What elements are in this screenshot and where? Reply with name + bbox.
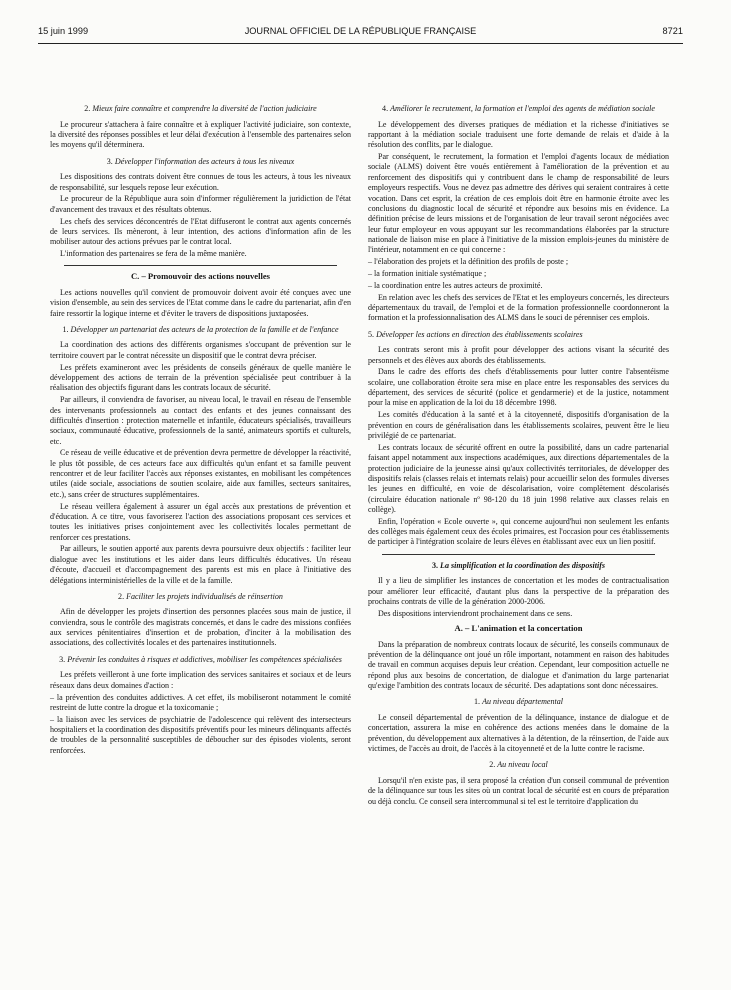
subsection-number: 1. xyxy=(62,324,69,334)
paragraph: Le réseau veillera également à assurer un égal accès aux prestations de prévention et d'éducation. A ce titre, vous favoriserez l'action des associations proposant ces services et toutes les initiatives prises conjointement avec les collectivités locales permettant de renforcer ces prestations. xyxy=(50,501,351,542)
paragraph: Le procureur s'attachera à faire connaître et à expliquer l'activité judiciaire, son contexte, la diversité des réponses possibles et leur délai d'exécution à l'ensemble des partenaires selon les moyens qu'il déterminera. xyxy=(50,119,351,150)
paragraph: Dans le cadre des efforts des chefs d'établissements pour lutter contre l'absentéisme scolaire, une collaboration étroite sera mise en place entre les responsables des services du département, des services de sécurité (police et gendarmerie) et de la justice, notamment pour la mise en application de la loi du 18 décembre 1998. xyxy=(368,367,669,408)
right-column xyxy=(368,98,669,808)
subsection-number: 4. xyxy=(382,104,389,113)
subsection-title: Prévenir les conduites à risques et addictives, mobiliser les compétences spécialisées xyxy=(67,654,342,664)
paragraph: Les préfets examineront avec les présidents de conseils généraux de quelle manière le développement des actions de terrain de la prévention spécialisée peut contribuer à la réalisation des objectifs figurant dans les contrats locaux de sécurité. xyxy=(50,362,351,393)
paragraph: Les contrats seront mis à profit pour développer des actions visant la sécurité des personnels et des élèves aux abords des établissements. xyxy=(368,345,669,365)
subsection-heading xyxy=(50,325,351,335)
list-item: – la formation initiale systématique ; xyxy=(368,268,487,278)
subsection-title: La simplification et la coordination des dispositifs xyxy=(440,560,606,570)
paragraph: L'information des partenaires se fera de la même manière. xyxy=(60,249,247,259)
list-item: – la coordination entre les autres acteurs de proximité. xyxy=(368,280,543,290)
left-column xyxy=(50,98,351,758)
subsection-heading xyxy=(50,104,351,114)
paragraph: Enfin, l'opération « Ecole ouverte », qui concerne aujourd'hui non seulement les enfants des collèges mais également ceux des écoles primaires, est l'occasion pour ces établissements de participer à l'intégration scolaire de leurs élèves en établissant avec eux un lien positif. xyxy=(368,516,669,547)
subsection-heading xyxy=(368,561,669,571)
subsection-title: Améliorer le recrutement, la formation et l'emploi des agents de médiation sociale xyxy=(390,104,655,113)
section-divider xyxy=(64,265,337,266)
paragraph: Les comités d'éducation à la santé et à la citoyenneté, dispositifs d'organisation de la prévention en cours de généralisation dans les établissements scolaires, peuvent être le lieu privilégié de ce partenariat. xyxy=(368,410,669,440)
subsection-number: 2. xyxy=(84,104,91,113)
list-item: – la liaison avec les services de psychiatrie de l'adolescence qui relèvent des intersecteurs hospitaliers et la coordination des dispositifs préventifs pour les mineurs délinquants affectés de troubles de la personnalité susceptibles de déboucher sur des épisodes violents, seront renforcées. xyxy=(50,714,351,755)
header-rule xyxy=(38,43,683,44)
journal-title: JOURNAL OFFICIEL DE LA RÉPUBLIQUE FRANÇAISE xyxy=(244,26,477,36)
section-divider xyxy=(382,554,655,555)
subsection-number: 2. xyxy=(118,591,125,601)
subsection-title: Faciliter les projets individualisés de réinsertion xyxy=(126,591,283,601)
paragraph: Ce réseau de veille éducative et de prévention devra permettre de développer la réactivité, le plus tôt possible, de ces acteurs face aux difficultés qu'un enfant et sa famille peuvent rencontrer et de leur faciliter l'accès aux réponses existantes, en mobilisant les compétences utiles (aide sociale, associations de soutien scolaire, aide aux familles, secteurs sanitaires, etc.), sans créer de structures supplémentaires. xyxy=(50,448,351,499)
subsection-heading xyxy=(368,760,669,770)
issue-date: 15 juin 1999 xyxy=(38,26,89,36)
subsection-heading xyxy=(368,697,669,707)
paragraph: Des dispositions interviendront prochainement dans ce sens. xyxy=(378,608,573,618)
subsection-title: Développer les actions en direction des établissements scolaires xyxy=(376,329,583,339)
paragraph: Lorsqu'il n'en existe pas, il sera proposé la création d'un conseil communal de prévention de la délinquance sur tous les sites où un contrat local de sécurité est en cours de préparation ou déjà conclu. Ce conseil sera intercommunal si tel est le territoire d'application du xyxy=(368,775,669,806)
subsection-title: Au niveau local xyxy=(497,760,548,770)
section-heading: C. – Promouvoir des actions nouvelles xyxy=(130,271,271,282)
paragraph: Il y a lieu de simplifier les instances de concertation et les modes de contractualisation pour améliorer leur efficacité, d'autant plus dans la perspective de la préparation des prochains contrats de ville de la génération 2000-2006. xyxy=(368,576,669,607)
paragraph: La coordination des actions des différents organismes s'occupant de prévention sur le territoire couvert par le contrat nécessite un dispositif que le contrat devra préciser. xyxy=(50,340,351,360)
subsection-heading xyxy=(368,330,669,340)
paragraph: Le développement des diverses pratiques de médiation et la richesse d'initiatives se rapportant à la médiation sociale traduisent une forte demande de relais et d'aide à la résolution des conflits, par le dialogue. xyxy=(368,119,669,150)
paragraph: Les actions nouvelles qu'il convient de promouvoir doivent avoir été conçues avec une vision d'ensemble, au sein des services de l'Etat comme dans le cadre du partenariat, afin d'en faire ressortir la logique interne et d'éviter le travers de dispositions juxtaposées. xyxy=(50,287,351,318)
subsection-heading xyxy=(50,157,351,167)
page-number: 8721 xyxy=(662,26,683,36)
subsection-number: 3. xyxy=(59,654,66,664)
paragraph: En relation avec les chefs des services de l'Etat et les employeurs concernés, les directeurs départementaux du travail, de l'emploi et de la formation professionnelle coordonneront la formation et la professionnalisation des ALMS dans le souci de pérenniser ces emplois. xyxy=(368,292,669,323)
subsection-number: 1. xyxy=(474,697,481,707)
paragraph: Afin de développer les projets d'insertion des personnes placées sous main de justice, il conviendra, sous le contrôle des magistrats concernés, et dans le cadre des missions confiées aux services pénitentiaires d'insertion et de probation, d'inciter à la mobilisation des associations, des collectivités locales et des partenaires institutionnels. xyxy=(50,607,351,648)
page-header xyxy=(38,26,683,40)
list-item: – la prévention des conduites addictives. A cet effet, ils mobiliseront notamment le comité restreint de lutte contre la drogue et la toxicomanie ; xyxy=(50,692,351,712)
paragraph: Le conseil départemental de prévention de la délinquance, instance de dialogue et de concertation, assurera la mise en cohérence des actions menées dans le domaine de la prévention, du développement aux alternatives à la détention, de la réinsertion, de l'aide aux victimes, de l'accès au droit, de l'accès à la citoyenneté et de la lutte contre le racisme. xyxy=(368,712,669,753)
section-heading: A. – L'animation et la concertation xyxy=(454,623,583,634)
subsection-title: Développer un partenariat des acteurs de la protection de la famille et de l'enfance xyxy=(70,324,339,334)
subsection-heading xyxy=(50,655,351,665)
subsection-number: 3. xyxy=(106,156,113,166)
subsection-title: Développer l'information des acteurs à tous les niveaux xyxy=(114,156,295,166)
subsection-number: 2. xyxy=(489,760,496,770)
paragraph: Par ailleurs, il conviendra de favoriser, au niveau local, le travail en réseau de l'ensemble des intervenants professionnels au contact des enfants et des jeunes connaissant des difficultés d'insertion : protection maternelle et infantile, éducateurs spécialisés, travailleurs sociaux, communauté éducative, professionnels de la santé, animateurs sportifs et culturels, etc. xyxy=(50,395,351,446)
subsection-number: 3. xyxy=(431,560,439,570)
list-item: – l'élaboration des projets et la définition des profils de poste ; xyxy=(368,257,569,267)
subsection-heading xyxy=(50,592,351,602)
subsection-heading xyxy=(368,104,669,114)
paragraph: Les dispositions des contrats doivent être connues de tous les acteurs, à tous les niveaux de responsabilité, sur lesquels repose leur exécution. xyxy=(50,172,351,192)
paragraph: Les chefs des services déconcentrés de l'Etat diffuseront le contrat aux agents concernés de leurs services. Ils mèneront, à leur intention, des actions d'information afin de les mobiliser autour des actions prévues par le contrat local. xyxy=(50,216,351,247)
paragraph: Dans la préparation de nombreux contrats locaux de sécurité, les conseils communaux de prévention de la délinquance ont joué un rôle important, notamment en raison des habitudes de travail en commun acquises depuis leur création. Cependant, leur composition actuelle ne répond plus aux besoins de concertation, de dialogue et d'animation du large partenariat qu'exige l'ambition des contrats locaux de sécurité. Des adaptations sont donc nécessaires. xyxy=(368,639,669,690)
paragraph: Par conséquent, le recrutement, la formation et l'emploi d'agents locaux de médiation sociale (ALMS) doivent être voués entièrement à l'amélioration de la prévention et au renforcement des dispositifs qui y contribuent dans le champ de responsabilité de leurs employeurs respectifs. Vous ne devez pas admettre des dérives qui seraient contraires à cette vocation. Dans cet esprit, la création de ces emplois doit être en harmonie étroite avec les conclusions du diagnostic local de sécurité et répondre aux besoins mis en évidence. La définition précise de leurs missions et de l'organisation de leur travail seront négociées avec leur futur employeur en vous appuyant sur les recommandations élaborées par la structure nationale de liaison mise en place à l'initiative de la mission emplois-jeunes du ministère de l'intérieur, notamment en ce qui concerne : xyxy=(368,152,669,255)
subsection-number: 5. xyxy=(368,329,375,339)
paragraph: Les contrats locaux de sécurité offrent en outre la possibilité, dans un cadre partenarial faisant appel notamment aux inspections académiques, aux directions départementales de la protection judiciaire de la jeunesse ainsi qu'aux collectivités territoriales, de développer des dispositifs relais (classes relais et internats relais) pour accueillir selon des formules diverses les jeunes en difficulté, en voie de déscolarisation, voire complètement déscolarisés (circulaire éducation nationale nº 98-120 du 18 juin 1998 relative aux classes relais en collège). xyxy=(368,442,669,514)
subsection-title: Au niveau départemental xyxy=(482,697,563,707)
paragraph: Par ailleurs, le soutien apporté aux parents devra poursuivre deux objectifs : faciliter leur dialogue avec les institutions et les aider dans leurs difficultés éducatives. Un réseau d'écoute, d'accueil et d'accompagnement des parents est mis en place à l'initiative des délégations interministérielles de la ville et de la famille. xyxy=(50,544,351,585)
subsection-title: Mieux faire connaître et comprendre la diversité de l'action judiciaire xyxy=(92,104,317,113)
paragraph: Le procureur de la République aura soin d'informer régulièrement la juridiction de l'état d'avancement des travaux et des résultats obtenus. xyxy=(50,194,351,214)
paragraph: Les préfets veilleront à une forte implication des services sanitaires et sociaux et de leurs réseaux dans deux domaines d'action : xyxy=(50,670,351,690)
